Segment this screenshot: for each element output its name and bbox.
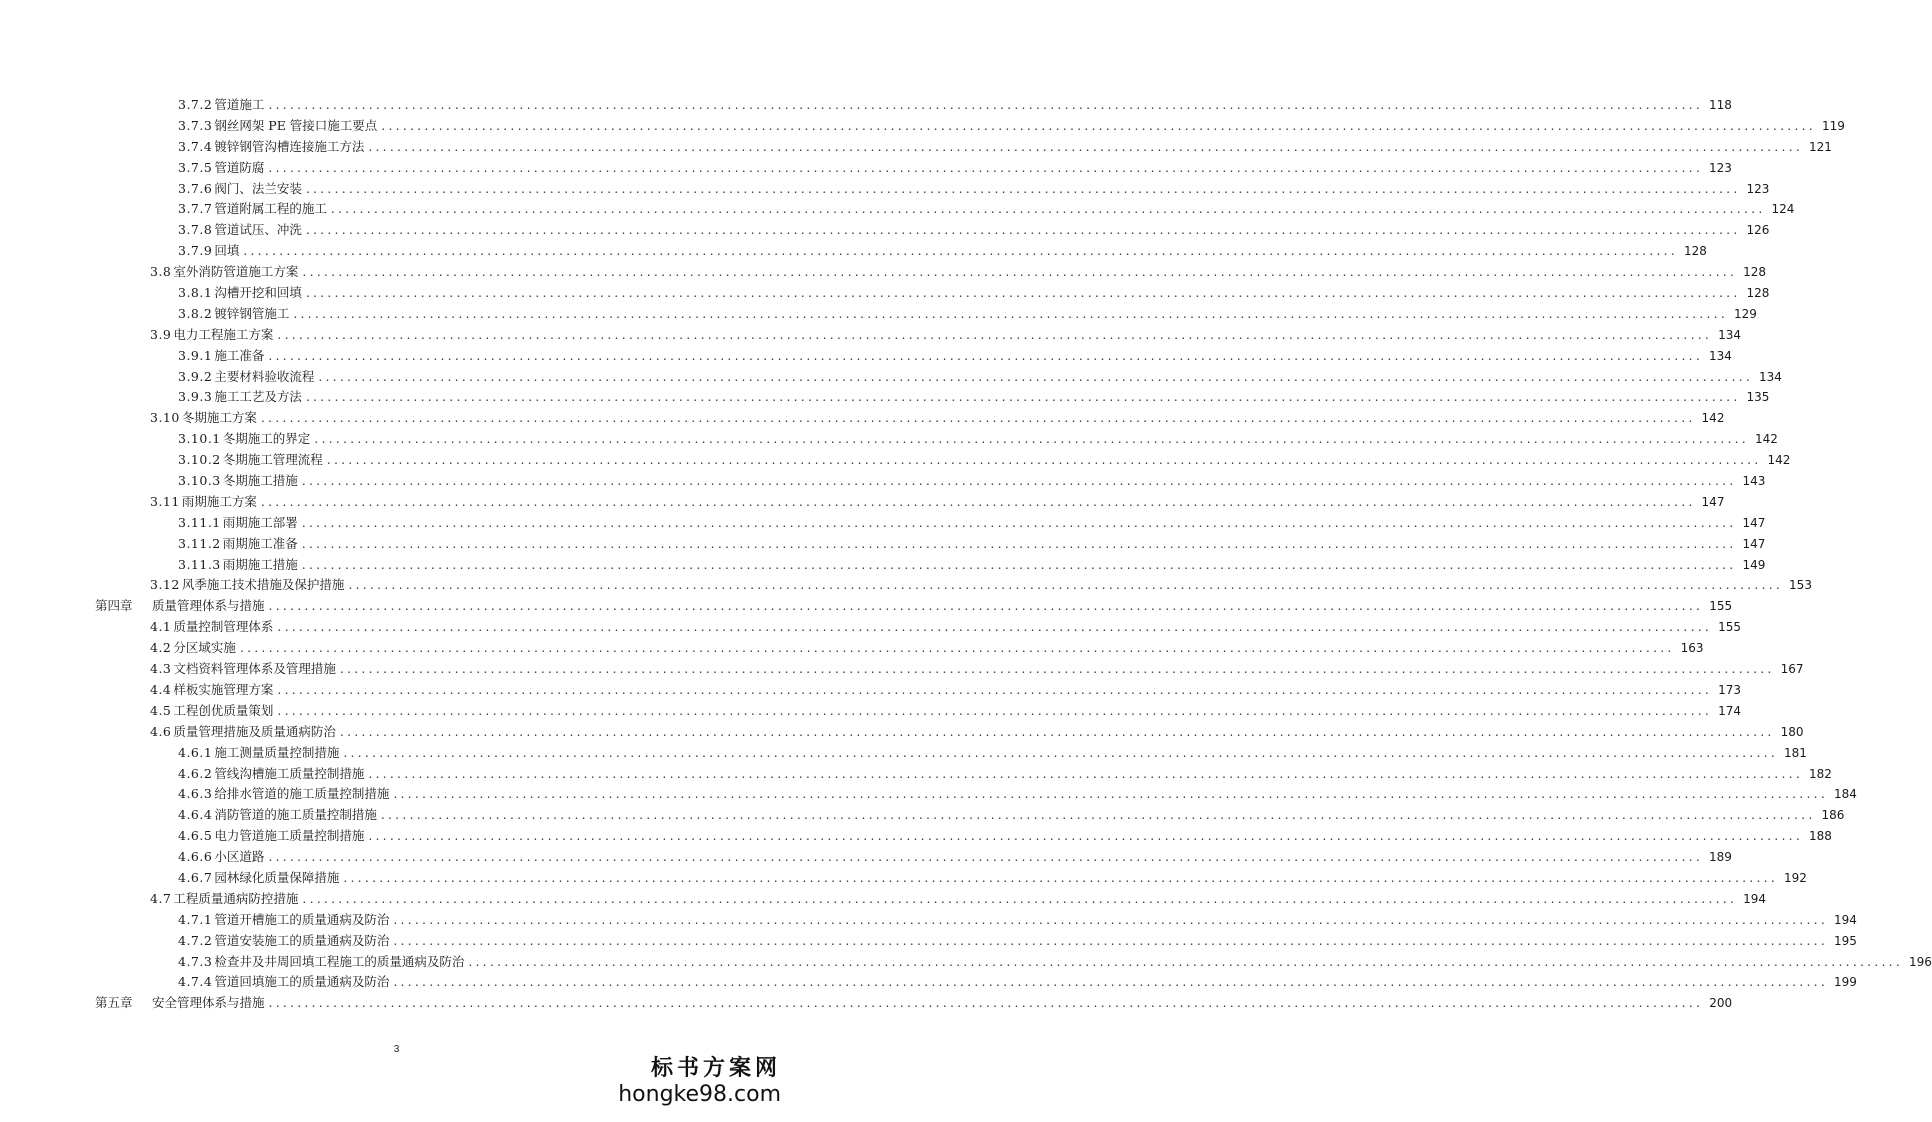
toc-entry[interactable]	[0, 262, 1766, 283]
toc-section-number: 3.12	[150, 577, 180, 593]
toc-page-number: 126	[1746, 223, 1770, 238]
toc-dot-leader: ........................................................................................................................................................................................................	[305, 389, 1741, 405]
toc-section-title: 文档资料管理体系及管理措施	[173, 661, 336, 677]
toc-section-title: 管道施工	[214, 97, 265, 112]
toc-entry-body	[178, 847, 1732, 868]
toc-entry-body	[178, 513, 1766, 534]
toc-section-title: 阀门、法兰安装	[214, 180, 302, 196]
toc-dot-leader: ........................................................................................................................................................................................................	[260, 493, 1696, 509]
toc-page-number: 124	[1771, 202, 1795, 217]
toc-entry-body	[178, 367, 1782, 388]
toc-dot-leader: ........................................................................................................................................................................................................	[368, 765, 1804, 781]
toc-page-number: 167	[1780, 662, 1804, 677]
toc-dot-leader: ........................................................................................................................................................................................................	[277, 702, 1713, 718]
toc-page-number: 142	[1701, 411, 1725, 426]
toc-section-number: 4.5	[150, 702, 172, 718]
toc-section-title: 钢丝网架 PE 管接口施工要点	[214, 117, 378, 133]
toc-entry-body	[178, 868, 1807, 889]
toc-entry[interactable]	[0, 450, 1791, 471]
toc-dot-leader: ........................................................................................................................................................................................................	[305, 222, 1741, 238]
toc-entry[interactable]	[0, 805, 1845, 826]
toc-entry-body	[150, 638, 1704, 659]
toc-dot-leader: ........................................................................................................................................................................................................	[368, 828, 1804, 844]
toc-entry-body	[150, 993, 1733, 1014]
toc-dot-leader: ........................................................................................................................................................................................................	[277, 619, 1713, 635]
toc-entry[interactable]	[0, 408, 1725, 429]
toc-dot-leader: ........................................................................................................................................................................................................	[305, 180, 1741, 196]
toc-entry-body	[178, 387, 1770, 408]
toc-entry-body	[178, 743, 1807, 764]
toc-entry[interactable]	[0, 680, 1741, 701]
table-of-contents	[0, 95, 1932, 1014]
toc-entry-body	[178, 304, 1757, 325]
toc-section-number: 3.11.2	[178, 535, 221, 551]
toc-dot-leader: ........................................................................................................................................................................................................	[468, 953, 1904, 969]
toc-entry[interactable]	[0, 722, 1804, 743]
toc-dot-leader: ........................................................................................................................................................................................................	[348, 577, 1784, 593]
toc-section-number: 4.1	[150, 619, 172, 635]
toc-entry-body	[178, 952, 1932, 973]
toc-page-number: 186	[1821, 808, 1845, 823]
toc-dot-leader: ........................................................................................................................................................................................................	[393, 786, 1829, 802]
toc-entry[interactable]	[0, 868, 1807, 889]
toc-section-title: 冬期施工措施	[222, 473, 298, 489]
toc-dot-leader: ........................................................................................................................................................................................................	[268, 598, 1704, 614]
toc-section-number: 3.7.3	[178, 117, 213, 133]
toc-entry-body	[178, 346, 1732, 367]
toc-section-number: 3.10.1	[178, 431, 221, 447]
toc-entry[interactable]	[0, 826, 1832, 847]
toc-section-number: 3.10	[150, 410, 180, 426]
toc-entry-body	[150, 722, 1804, 743]
toc-entry-body	[178, 199, 1795, 220]
toc-page-number: 194	[1743, 891, 1766, 906]
toc-entry-body	[178, 429, 1778, 450]
toc-section-number: 3.9.1	[178, 347, 213, 363]
toc-section-number: 4.6.6	[178, 849, 213, 865]
toc-page-number: 143	[1742, 474, 1766, 489]
toc-page-number: 128	[1684, 244, 1707, 259]
toc-section-number: 4.7.4	[178, 974, 213, 990]
toc-entry-body	[178, 931, 1857, 952]
toc-entry[interactable]	[0, 764, 1832, 785]
toc-entry-body	[178, 910, 1857, 931]
toc-section-number: 4.6.7	[178, 869, 213, 885]
toc-section-title: 管道安装施工的质量通病及防治	[214, 932, 390, 948]
toc-dot-leader: ........................................................................................................................................................................................................	[268, 97, 1704, 112]
toc-section-number: 4.3	[150, 661, 172, 677]
toc-entry-body	[150, 408, 1725, 429]
toc-section-number: 3.9.3	[178, 389, 213, 405]
toc-page-number: 147	[1701, 494, 1725, 509]
watermark-url: hongke98.com	[618, 1082, 781, 1107]
toc-entry[interactable]	[0, 847, 1732, 868]
toc-section-title: 室外消防管道施工方案	[173, 264, 299, 280]
toc-section-number: 3.7.2	[178, 97, 213, 112]
toc-dot-leader: ........................................................................................................................................................................................................	[314, 431, 1749, 447]
toc-entry[interactable]	[0, 283, 1770, 304]
toc-page-number: 142	[1754, 432, 1778, 447]
toc-page-number: 134	[1759, 369, 1782, 384]
toc-section-title: 风季施工技术措施及保护措施	[181, 577, 345, 593]
toc-section-number: 4.6.1	[178, 744, 213, 760]
toc-dot-leader: ........................................................................................................................................................................................................	[301, 514, 1737, 530]
toc-section-number: 3.8	[150, 264, 172, 280]
toc-entry-body	[178, 450, 1791, 471]
toc-section-title: 质量管理措施及质量通病防治	[173, 723, 336, 739]
toc-entry[interactable]	[0, 199, 1795, 220]
toc-dot-leader: ........................................................................................................................................................................................................	[301, 556, 1737, 572]
toc-page-number: 118	[1709, 98, 1732, 112]
toc-page-number: 155	[1718, 620, 1741, 635]
toc-entry-body	[150, 262, 1766, 283]
toc-chapter-label: 第五章	[95, 995, 133, 1011]
toc-section-title: 管道附属工程的施工	[214, 201, 327, 217]
toc-section-number: 4.7.3	[178, 953, 213, 969]
toc-page-number: 173	[1718, 682, 1741, 697]
toc-page-number: 200	[1709, 996, 1733, 1011]
toc-entry-body	[178, 95, 1732, 116]
toc-page-number: 121	[1809, 139, 1832, 154]
toc-entry[interactable]	[0, 158, 1732, 179]
toc-page-number: 153	[1789, 578, 1812, 593]
toc-page-number: 181	[1784, 745, 1807, 760]
toc-entry[interactable]	[0, 346, 1732, 367]
toc-entry[interactable]	[0, 659, 1804, 680]
toc-page-number: 194	[1834, 912, 1857, 927]
toc-entry[interactable]	[0, 367, 1782, 388]
toc-section-title: 管道试压、冲洗	[214, 222, 302, 238]
toc-section-number: 3.11.3	[178, 556, 221, 572]
toc-page-number: 199	[1834, 975, 1857, 990]
toc-entry[interactable]	[0, 889, 1766, 910]
toc-entry-body	[178, 805, 1845, 826]
toc-page-number: 147	[1742, 515, 1766, 530]
toc-section-title: 冬期施工的界定	[222, 431, 311, 447]
toc-entry[interactable]	[0, 534, 1766, 555]
toc-entry[interactable]	[0, 429, 1778, 450]
toc-chapter-entry[interactable]	[0, 596, 1733, 617]
toc-page-number: 123	[1746, 181, 1770, 196]
toc-dot-leader: ........................................................................................................................................................................................................	[277, 326, 1713, 342]
toc-entry[interactable]	[0, 137, 1832, 158]
toc-page-number: 134	[1709, 348, 1732, 363]
watermark-title: 标书方案网	[650, 1056, 781, 1081]
toc-dot-leader: ........................................................................................................................................................................................................	[268, 849, 1704, 865]
toc-page-number: 189	[1709, 850, 1732, 865]
toc-entry-body	[150, 492, 1725, 513]
toc-dot-leader: ........................................................................................................................................................................................................	[293, 305, 1729, 321]
toc-entry-body	[178, 471, 1766, 492]
toc-section-number: 3.7.6	[178, 180, 213, 196]
toc-section-number: 4.7.2	[178, 932, 213, 948]
toc-page-number: 134	[1718, 327, 1741, 342]
toc-section-title: 主要材料验收流程	[214, 368, 315, 384]
toc-section-number: 3.7.9	[178, 243, 213, 259]
page-number: 3	[393, 1044, 400, 1055]
toc-dot-leader: ........................................................................................................................................................................................................	[268, 347, 1704, 363]
toc-entry[interactable]	[0, 701, 1741, 722]
toc-dot-leader: ........................................................................................................................................................................................................	[239, 640, 1675, 656]
toc-section-title: 质量控制管理体系	[173, 619, 274, 635]
toc-entry-body	[178, 826, 1832, 847]
watermark-logo	[618, 1056, 781, 1108]
toc-dot-leader: ........................................................................................................................................................................................................	[260, 410, 1696, 426]
toc-section-number: 3.7.5	[178, 159, 213, 175]
toc-entry-body	[178, 241, 1707, 262]
toc-entry[interactable]	[0, 638, 1704, 659]
toc-entry-body	[150, 889, 1766, 910]
toc-entry-body	[150, 575, 1812, 596]
toc-entry[interactable]	[0, 972, 1857, 993]
toc-entry[interactable]	[0, 241, 1707, 262]
toc-dot-leader: ........................................................................................................................................................................................................	[339, 661, 1775, 677]
toc-section-number: 4.2	[150, 640, 172, 656]
toc-entry-body	[178, 784, 1857, 805]
toc-page-number: 182	[1809, 766, 1832, 781]
toc-entry[interactable]	[0, 220, 1770, 241]
toc-section-number: 3.7.8	[178, 222, 213, 238]
toc-entry-body	[178, 534, 1766, 555]
toc-entry[interactable]	[0, 325, 1741, 346]
toc-section-title: 质量管理体系与措施	[152, 598, 265, 614]
toc-section-title: 施工工艺及方法	[214, 389, 302, 405]
toc-entry-body	[150, 659, 1804, 680]
toc-chapter-entry[interactable]	[0, 993, 1733, 1014]
toc-dot-leader: ........................................................................................................................................................................................................	[380, 807, 1816, 823]
toc-dot-leader: ........................................................................................................................................................................................................	[318, 368, 1754, 384]
toc-entry[interactable]	[0, 555, 1766, 576]
toc-section-title: 小区道路	[214, 849, 265, 865]
toc-dot-leader: ........................................................................................................................................................................................................	[243, 243, 1679, 259]
toc-page-number: 195	[1834, 933, 1857, 948]
toc-chapter-label: 第四章	[95, 598, 133, 614]
toc-page-number: 192	[1784, 870, 1807, 885]
toc-entry-body	[178, 220, 1770, 241]
toc-section-title: 回填	[214, 243, 240, 259]
toc-page-number: 163	[1680, 641, 1704, 656]
toc-section-title: 消防管道的施工质量控制措施	[214, 807, 377, 823]
toc-page-number: 188	[1809, 829, 1832, 844]
toc-section-number: 3.11.1	[178, 514, 221, 530]
toc-entry[interactable]	[0, 931, 1857, 952]
toc-page-number: 174	[1718, 703, 1741, 718]
toc-page-number: 184	[1834, 787, 1857, 802]
toc-section-number: 3.9	[150, 326, 172, 342]
toc-section-title: 冬期施工管理流程	[222, 452, 323, 468]
toc-section-title: 检查井及井周回填工程施工的质量通病及防治	[214, 953, 465, 969]
toc-section-number: 3.11	[150, 493, 180, 509]
toc-section-title: 工程创优质量策划	[173, 702, 274, 718]
toc-page-number: 129	[1734, 306, 1757, 321]
toc-section-number: 3.9.2	[178, 368, 213, 384]
toc-dot-leader: ........................................................................................................................................................................................................	[268, 995, 1704, 1011]
toc-section-number: 4.7.1	[178, 911, 213, 927]
toc-page-number: 180	[1780, 724, 1804, 739]
toc-dot-leader: ........................................................................................................................................................................................................	[326, 452, 1762, 468]
toc-entry[interactable]	[0, 304, 1757, 325]
toc-section-title: 电力管道施工质量控制措施	[214, 828, 365, 844]
toc-dot-leader: ........................................................................................................................................................................................................	[302, 264, 1738, 280]
toc-section-number: 4.6.4	[178, 807, 213, 823]
toc-section-number: 3.10.3	[178, 473, 221, 489]
toc-section-number: 4.4	[150, 681, 172, 697]
toc-entry-body	[150, 596, 1733, 617]
toc-section-title: 施工准备	[214, 347, 265, 363]
toc-entry[interactable]	[0, 952, 1932, 973]
toc-page-number: 142	[1767, 453, 1791, 468]
toc-entry[interactable]	[0, 387, 1770, 408]
toc-entry[interactable]	[0, 743, 1807, 764]
toc-section-title: 安全管理体系与措施	[152, 995, 265, 1011]
toc-entry[interactable]	[0, 95, 1732, 116]
toc-section-title: 雨期施工措施	[222, 556, 298, 572]
toc-section-title: 分区域实施	[173, 640, 236, 656]
toc-dot-leader: ........................................................................................................................................................................................................	[393, 911, 1829, 927]
toc-entry-body	[150, 325, 1741, 346]
toc-section-title: 样板实施管理方案	[173, 681, 274, 697]
toc-entry[interactable]	[0, 116, 1845, 137]
toc-entry-body	[178, 555, 1766, 576]
toc-page-number: 149	[1742, 557, 1766, 572]
toc-entry-body	[178, 764, 1832, 785]
toc-section-title: 镀锌钢管沟槽连接施工方法	[214, 138, 365, 154]
toc-section-title: 雨期施工部署	[222, 514, 298, 530]
toc-entry-body	[150, 617, 1741, 638]
toc-section-title: 雨期施工方案	[181, 493, 257, 509]
toc-entry[interactable]	[0, 575, 1812, 596]
toc-entry-body	[178, 137, 1832, 158]
toc-section-number: 4.7	[150, 890, 172, 906]
toc-section-title: 镀锌钢管施工	[214, 305, 290, 321]
toc-section-title: 管道回填施工的质量通病及防治	[214, 974, 390, 990]
toc-section-title: 管线沟槽施工质量控制措施	[214, 765, 365, 781]
toc-entry-body	[178, 283, 1770, 304]
toc-page-number: 135	[1746, 390, 1770, 405]
toc-section-number: 3.10.2	[178, 452, 221, 468]
toc-dot-leader: ........................................................................................................................................................................................................	[301, 535, 1737, 551]
toc-entry-body	[178, 972, 1857, 993]
toc-section-title: 给排水管道的施工质量控制措施	[214, 786, 390, 802]
toc-section-number: 3.8.2	[178, 305, 213, 321]
toc-section-title: 施工测量质量控制措施	[214, 744, 340, 760]
toc-section-number: 4.6.3	[178, 786, 213, 802]
toc-entry[interactable]	[0, 513, 1766, 534]
toc-section-title: 雨期施工准备	[222, 535, 298, 551]
toc-entry[interactable]	[0, 784, 1857, 805]
toc-entry-body	[150, 701, 1741, 722]
toc-section-title: 冬期施工方案	[181, 410, 257, 426]
toc-page-number: 128	[1743, 265, 1766, 280]
toc-dot-leader: ........................................................................................................................................................................................................	[301, 473, 1737, 489]
toc-entry[interactable]	[0, 617, 1741, 638]
toc-section-title: 园林绿化质量保障措施	[214, 869, 340, 885]
toc-dot-leader: ........................................................................................................................................................................................................	[368, 138, 1804, 154]
toc-page-number: 196	[1909, 954, 1932, 969]
toc-entry-body	[178, 179, 1770, 200]
toc-entry-body	[150, 680, 1741, 701]
toc-dot-leader: ........................................................................................................................................................................................................	[393, 974, 1829, 990]
toc-section-number: 3.8.1	[178, 285, 213, 301]
toc-dot-leader: ........................................................................................................................................................................................................	[343, 744, 1779, 760]
toc-page-number: 147	[1742, 536, 1766, 551]
toc-page-number: 119	[1821, 118, 1845, 133]
toc-section-title: 沟槽开挖和回填	[214, 285, 302, 301]
toc-section-title: 工程质量通病防控措施	[173, 890, 299, 906]
toc-dot-leader: ........................................................................................................................................................................................................	[330, 201, 1766, 217]
toc-entry[interactable]	[0, 492, 1725, 513]
toc-dot-leader: ........................................................................................................................................................................................................	[381, 117, 1816, 133]
toc-section-number: 3.7.4	[178, 138, 213, 154]
toc-entry[interactable]	[0, 471, 1766, 492]
toc-dot-leader: ........................................................................................................................................................................................................	[268, 159, 1704, 175]
toc-section-title: 管道开槽施工的质量通病及防治	[214, 911, 390, 927]
toc-dot-leader: ........................................................................................................................................................................................................	[339, 723, 1775, 739]
toc-section-title: 管道防腐	[214, 159, 265, 175]
toc-entry-body	[178, 116, 1845, 137]
toc-page-number: 123	[1709, 160, 1732, 175]
toc-dot-leader: ........................................................................................................................................................................................................	[277, 681, 1713, 697]
toc-dot-leader: ........................................................................................................................................................................................................	[393, 932, 1829, 948]
toc-dot-leader: ........................................................................................................................................................................................................	[302, 890, 1738, 906]
toc-entry-body	[178, 158, 1732, 179]
toc-dot-leader: ........................................................................................................................................................................................................	[343, 869, 1779, 885]
toc-section-title: 电力工程施工方案	[173, 326, 274, 342]
toc-page-number: 155	[1709, 599, 1733, 614]
toc-section-number: 4.6.5	[178, 828, 213, 844]
toc-entry[interactable]	[0, 910, 1857, 931]
toc-entry[interactable]	[0, 179, 1770, 200]
toc-dot-leader: ........................................................................................................................................................................................................	[305, 285, 1741, 301]
toc-section-number: 4.6	[150, 723, 172, 739]
toc-section-number: 4.6.2	[178, 765, 213, 781]
toc-page-number: 128	[1746, 286, 1770, 301]
toc-section-number: 3.7.7	[178, 201, 213, 217]
